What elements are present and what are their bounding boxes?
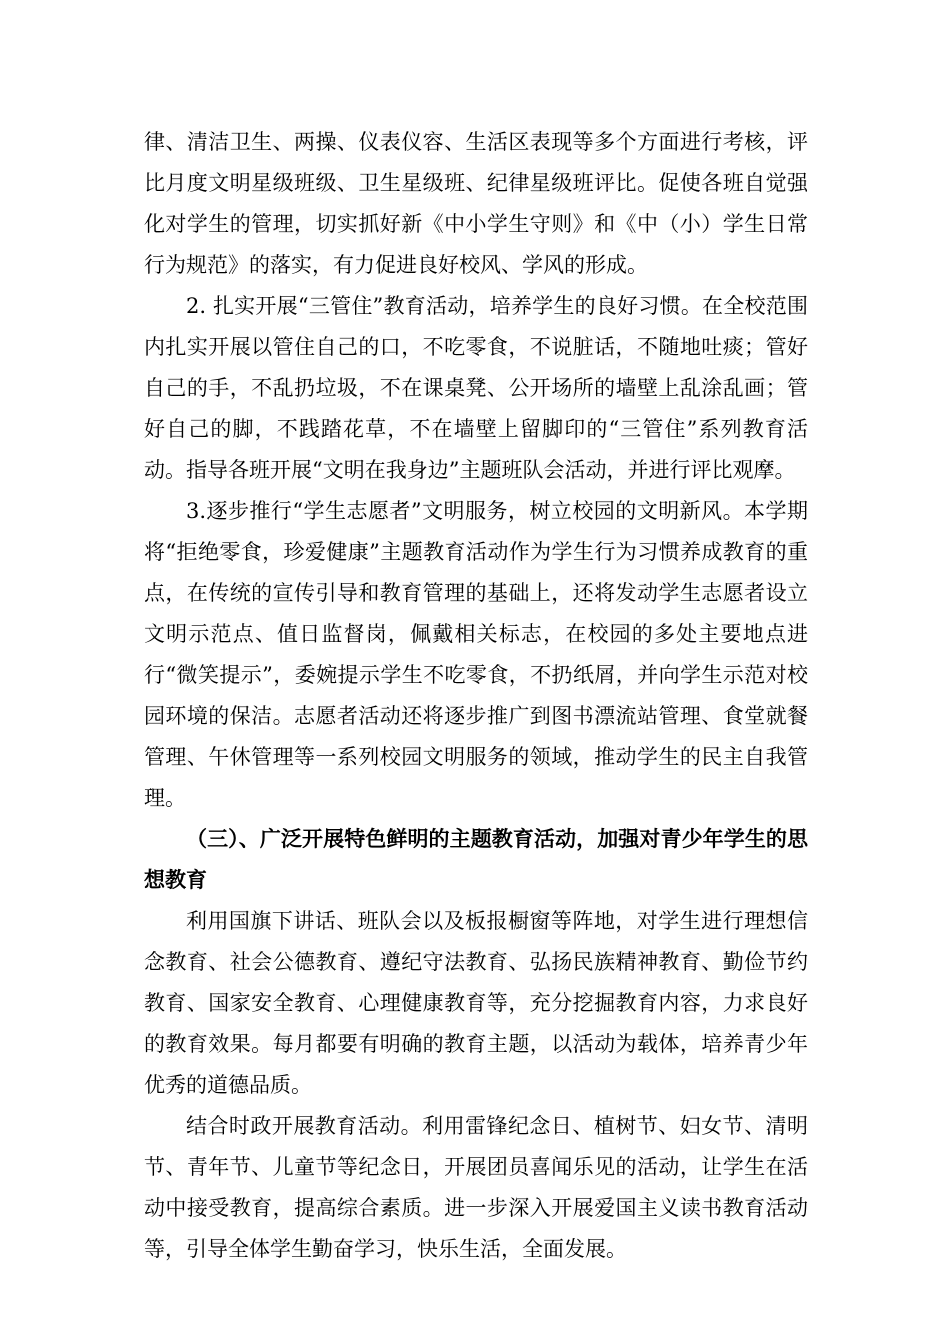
paragraph-three-controls: 2. 扎实开展“三管住”教育活动，培养学生的良好习惯。在全校范围内扎实开展以管住自己的口，不吃零食，不说脏话，不随地吐痰；管好自己的手，不乱扔垃圾，不在课桌凳、公开场所的墙壁上乱涂乱画；管好自己的脚，不践踏花草，不在墙壁上留脚印的“三管住”系列教育活动。指导各班开展“文明在我身边”主题班队会活动，并进行评比观摩。 — [144, 294, 808, 482]
document-body — [144, 122, 808, 1270]
paragraph-assessment-continuation: 律、清洁卫生、两操、仪表仪容、生活区表现等多个方面进行考核，评比月度文明星级班级、卫生星级班、纪律星级班评比。促使各班自觉强化对学生的管理，切实抓好新《中小学生守则》和《中（小）学生日常行为规范》的落实，有力促进良好校风、学风的形成。 — [144, 130, 808, 277]
section-heading-theme-education: （三）、广泛开展特色鲜明的主题教育活动，加强对青少年学生的思想教育 — [144, 827, 808, 892]
paragraph-student-volunteers: 3.逐步推行“学生志愿者”文明服务，树立校园的文明新风。本学期将“拒绝零食，珍爱健康”主题教育活动作为学生行为习惯养成教育的重点，在传统的宣传引导和教育管理的基础上，还将发动学生志愿者设立文明示范点、值日监督岗，佩戴相关标志，在校园的多处主要地点进行“微笑提示”，委婉提示学生不吃零食，不扔纸屑，并向学生示范对校园环境的保洁。志愿者活动还将逐步推广到图书漂流站管理、食堂就餐管理、午休管理等一系列校园文明服务的领域，推动学生的民主自我管理。 — [144, 499, 808, 810]
paragraph-current-affairs-activities: 结合时政开展教育活动。利用雷锋纪念日、植树节、妇女节、清明节、青年节、儿童节等纪念日，开展团员喜闻乐见的活动，让学生在活动中接受教育，提高综合素质。进一步深入开展爱国主义读书教育活动等，引导全体学生勤奋学习，快乐生活，全面发展。 — [144, 1114, 808, 1261]
paragraph-flag-speech-education: 利用国旗下讲话、班队会以及板报橱窗等阵地，对学生进行理想信念教育、社会公德教育、遵纪守法教育、弘扬民族精神教育、勤俭节约教育、国家安全教育、心理健康教育等，充分挖掘教育内容，力求良好的教育效果。每月都要有明确的教育主题，以活动为载体，培养青少年优秀的道德品质。 — [144, 909, 808, 1097]
